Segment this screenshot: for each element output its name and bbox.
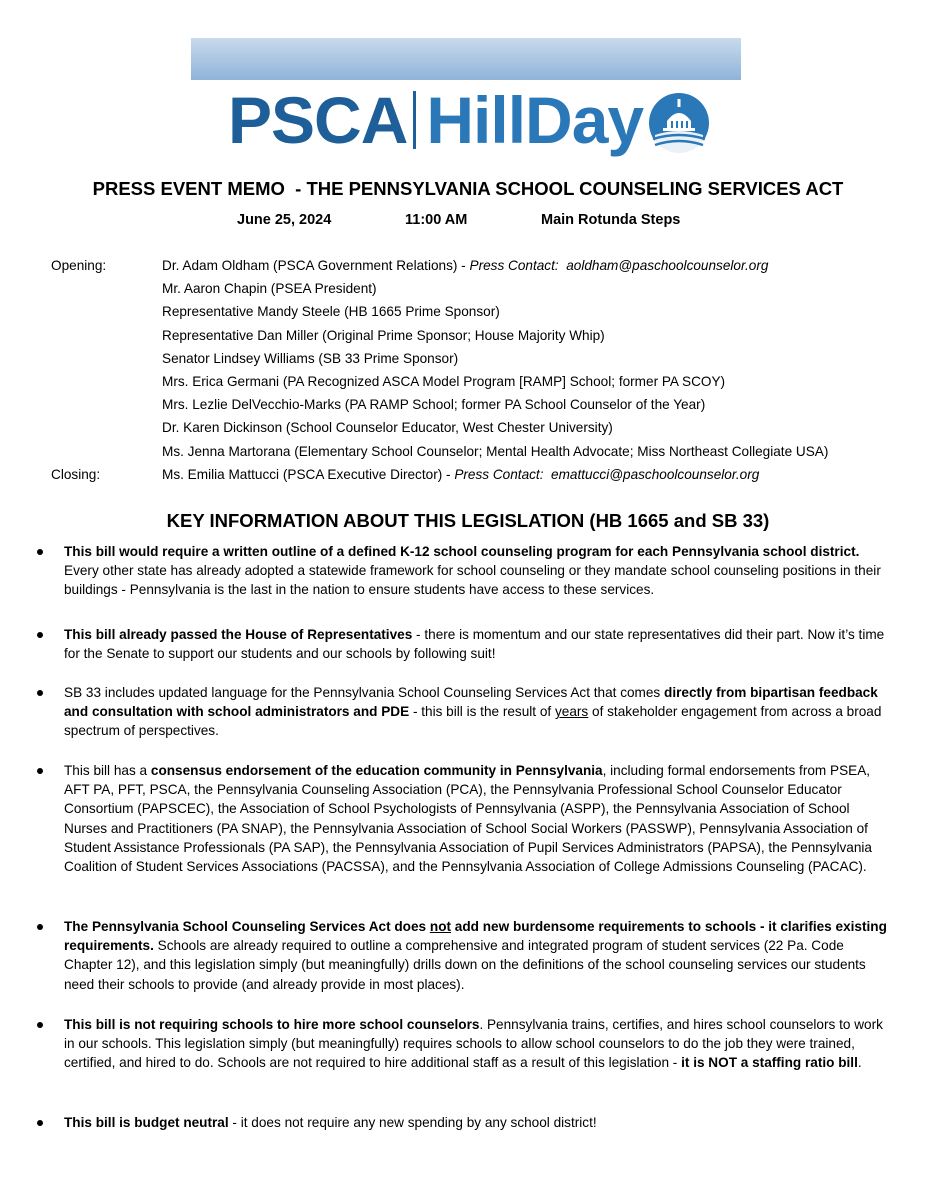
bullet-icon bbox=[37, 549, 43, 555]
speaker: Mrs. Lezlie DelVecchio-Marks (PA RAMP School; former PA School Counselor of the Year) bbox=[162, 397, 706, 413]
event-date: June 25, 2024 bbox=[237, 212, 332, 228]
speaker: Dr. Adam Oldham (PSCA Government Relations) - Press Contact: aoldham@paschoolcounselor.org bbox=[162, 258, 769, 273]
speaker-program bbox=[0, 258, 936, 490]
press-contact: Press Contact: aoldham@paschoolcounselor.org bbox=[469, 258, 769, 273]
logo-divider bbox=[413, 91, 416, 149]
logo-hillday-text: HillDay bbox=[426, 83, 644, 157]
email-link[interactable]: aoldham@paschoolcounselor.org bbox=[566, 258, 769, 273]
closing-label: Closing: bbox=[51, 466, 101, 482]
bullet-icon bbox=[37, 1022, 43, 1028]
speaker: Mrs. Erica Germani (PA Recognized ASCA Model Program [RAMP] School; former PA SCOY) bbox=[162, 373, 726, 389]
header-banner bbox=[191, 38, 741, 80]
speaker: Representative Mandy Steele (HB 1665 Prime Sponsor) bbox=[162, 304, 500, 320]
email-link[interactable]: emattucci@paschoolcounselor.org bbox=[551, 466, 760, 482]
memo-title: PRESS EVENT MEMO - THE PENNSYLVANIA SCHOOL COUNSELING SERVICES ACT bbox=[92, 178, 844, 199]
capitol-dome-icon bbox=[647, 91, 711, 155]
psca-hillday-logo bbox=[228, 80, 711, 160]
press-contact: Press Contact: emattucci@paschoolcounselor.org bbox=[454, 466, 760, 482]
speaker: Ms. Jenna Martorana (Elementary School Counselor; Mental Health Advocate; Miss Northeast Collegiate USA) bbox=[162, 443, 829, 459]
bullet-icon bbox=[37, 632, 43, 638]
event-details bbox=[0, 212, 936, 232]
speaker: Representative Dan Miller (Original Prime Sponsor; House Majority Whip) bbox=[162, 327, 605, 343]
logo-psca-text: PSCA bbox=[228, 83, 408, 157]
program-row bbox=[0, 328, 936, 351]
program-row bbox=[0, 397, 936, 420]
bullet-icon bbox=[37, 768, 43, 774]
program-row bbox=[0, 351, 936, 374]
program-row bbox=[0, 467, 936, 490]
bullet-icon bbox=[37, 1120, 43, 1126]
program-row bbox=[0, 420, 936, 443]
bullet-icon bbox=[37, 924, 43, 930]
program-row bbox=[0, 304, 936, 327]
speaker: Mr. Aaron Chapin (PSEA President) bbox=[162, 281, 377, 297]
program-row bbox=[0, 281, 936, 304]
program-row bbox=[0, 258, 936, 281]
speaker: Dr. Karen Dickinson (School Counselor Educator, West Chester University) bbox=[162, 420, 613, 436]
event-location: Main Rotunda Steps bbox=[541, 212, 681, 228]
event-time: 11:00 AM bbox=[405, 212, 468, 228]
program-row bbox=[0, 374, 936, 397]
program-row bbox=[0, 444, 936, 467]
speaker: Senator Lindsey Williams (SB 33 Prime Sponsor) bbox=[162, 350, 459, 366]
bullet-icon bbox=[37, 690, 43, 696]
speaker: Ms. Emilia Mattucci (PSCA Executive Director) - Press Contact: emattucci@paschoolcounselor.org bbox=[162, 466, 760, 482]
key-info-heading: KEY INFORMATION ABOUT THIS LEGISLATION (HB 1665 and SB 33) bbox=[166, 510, 770, 531]
opening-label: Opening: bbox=[51, 258, 107, 273]
